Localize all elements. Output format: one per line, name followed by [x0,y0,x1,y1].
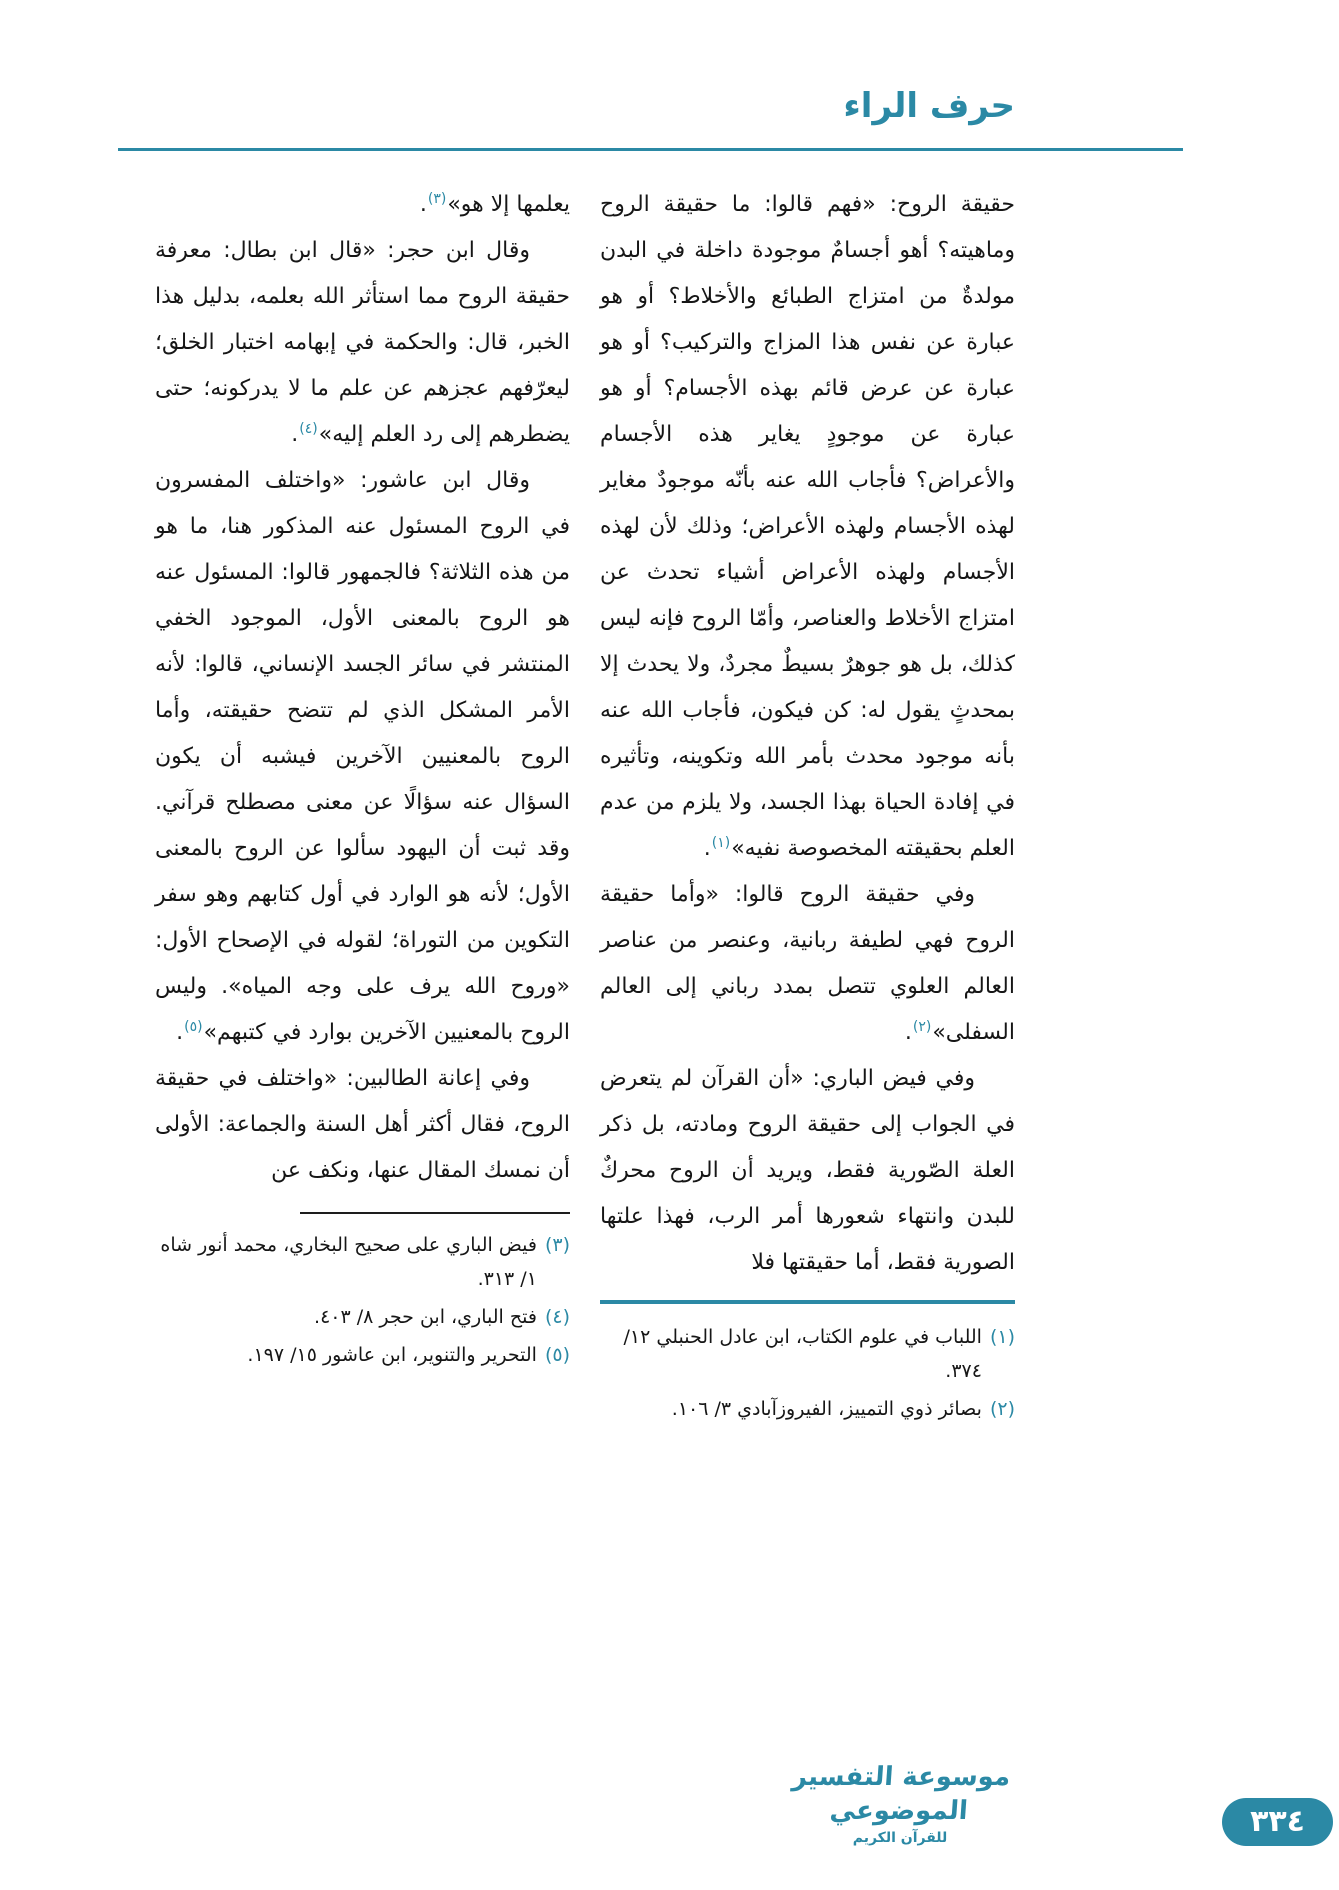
paragraph [155,228,570,458]
paragraph-text: وقال ابن حجر: «قال ابن بطال: معرفة حقيقة الروح مما استأثر الله بعلمه، بدليل هذا الخبر، قال: والحكمة في إبهامه اختبار الخلق؛ ليعرّفهم عجزهم عن علم ما لا يدركونه؛ حتى يضطرهم إلى رد العلم إليه» [155,238,570,447]
footnote-ref: (٣) [427,190,447,207]
footnote [600,1392,1015,1426]
footnote [155,1338,570,1372]
publisher-emblem [755,1760,1045,1848]
footnote-marker: (٣) [544,1234,570,1256]
paragraph-text: وقال ابن عاشور: «واختلف المفسرون في الروح المسئول عنه المذكور هنا، ما هو من هذه الثلاثة؟ فالجمهور قالوا: المسئول عنه هو الروح بالمعنى الأول، الموجود الخفي المنتشر في سائر الجسد الإنساني، قالوا: لأنه الأمر المشكل الذي لم تتضح حقيقته، وأما الروح بالمعنيين الآخرين فيشبه أن يكون السؤال عنه سؤالًا عن معنى مصطلح قرآني. وقد ثبت أن اليهود سألوا عن الروح بالمعنى الأول؛ لأنه هو الوارد في أول كتابهم وهو سفر التكوين من التوراة؛ لقوله في الإصحاح الأول: «وروح الله يرف على وجه المياه». وليس الروح بالمعنيين الآخرين بوارد في كتبهم» [155,468,570,1045]
header-rule [118,148,1183,151]
footnote-text: فتح الباري، ابن حجر ٨/ ٤٠٣. [314,1306,537,1328]
footnote-separator [300,1212,570,1214]
footnotes [600,1320,1015,1426]
paragraph [600,872,1015,1056]
paragraph [155,1056,570,1194]
paragraph-tail: . [904,1020,912,1045]
emblem-title: موسوعة التفسير الموضوعي [791,1762,1012,1826]
paragraph-text: وفي إعانة الطالبين: «واختلف في حقيقة الروح، فقال أكثر أهل السنة والجماعة: الأولى أن نمسك المقال عنها، ونكف عن [155,1066,570,1183]
paragraph [600,1056,1015,1286]
paragraph [600,182,1015,872]
paragraph-text: يعلمها إلا هو» [447,192,570,217]
footnote [600,1320,1015,1388]
footnote-marker: (٤) [544,1306,570,1328]
text-columns [155,182,1015,1430]
emblem-subtitle: للقرآن الكريم [852,1830,948,1846]
paragraph-tail: . [419,192,427,217]
footnote-ref: (٤) [299,420,318,437]
paragraph-text: وفي فيض الباري: «أن القرآن لم يتعرض في الجواب إلى حقيقة الروح ومادته، بل ذكر العلة الصّورية فقط، ويريد أن الروح محركٌ للبدن وانتهاء شعورها أمر الرب، فهذا علتها الصورية فقط، أما حقيقتها فلا [600,1066,1015,1275]
paragraph-tail: . [291,422,299,447]
footnote-text: بصائر ذوي التمييز، الفيروزآبادي ٣/ ١٠٦. [671,1398,982,1420]
footnote-text: اللباب في علوم الكتاب، ابن عادل الحنبلي ١٢/ ٣٧٤. [623,1326,982,1382]
page-number-badge: ٣٣٤ [1222,1798,1333,1846]
column-left [155,182,570,1430]
footnote-marker: (٥) [544,1344,570,1366]
paragraph-tail: . [703,836,711,861]
paragraph-text: حقيقة الروح: «فهم قالوا: ما حقيقة الروح وماهيته؟ أهو أجسامٌ موجودة داخلة في البدن مولدةٌ من امتزاج الطبائع والأخلاط؟ أو هو عبارة عن نفس هذا المزاج والتركيب؟ أو هو عبارة عن عرض قائم بهذه الأجسام؟ أو هو عبارة عن موجودٍ يغاير هذه الأجسام والأعراض؟ فأجاب الله عنه بأنّه موجودٌ مغاير لهذه الأجسام ولهذه الأعراض؛ وذلك لأن لهذه الأجسام ولهذه الأعراض أشياء تحدث عن امتزاج الأخلاط والعناصر، وأمّا الروح فإنه ليس كذلك، بل هو جوهرٌ بسيطٌ مجردٌ، ولا يحدث إلا بمحدثٍ يقول له: كن فيكون، فأجاب الله عنه بأنه موجود محدث بأمر الله وتكوينه، وتأثيره في إفادة الحياة بهذا الجسد، ولا يلزم من عدم العلم بحقيقته المخصوصة نفيه» [600,192,1015,861]
footnote-text: فيض الباري على صحيح البخاري، محمد أنور شاه ١/ ٣١٣. [160,1234,537,1290]
footnote [155,1228,570,1296]
footnote-text: التحرير والتنوير، ابن عاشور ١٥/ ١٩٧. [247,1344,537,1366]
column-right [600,182,1015,1430]
footnote-separator [600,1300,1015,1304]
paragraph [155,182,570,228]
footnote-ref: (٥) [184,1018,203,1035]
chapter-heading: حرف الراء [843,86,1015,126]
paragraph-text: وفي حقيقة الروح قالوا: «وأما حقيقة الروح فهي لطيفة ربانية، وعنصر من عناصر العالم العلوي تتصل بمدد رباني إلى العالم السفلى» [600,882,1015,1045]
footnote-ref: (١) [711,834,731,851]
footnote-marker: (١) [989,1326,1015,1348]
footnotes [155,1228,570,1372]
paragraph-tail: . [176,1020,184,1045]
footnote-ref: (٢) [912,1018,932,1035]
paragraph [155,458,570,1056]
footnote [155,1300,570,1334]
footnote-marker: (٢) [989,1398,1015,1420]
